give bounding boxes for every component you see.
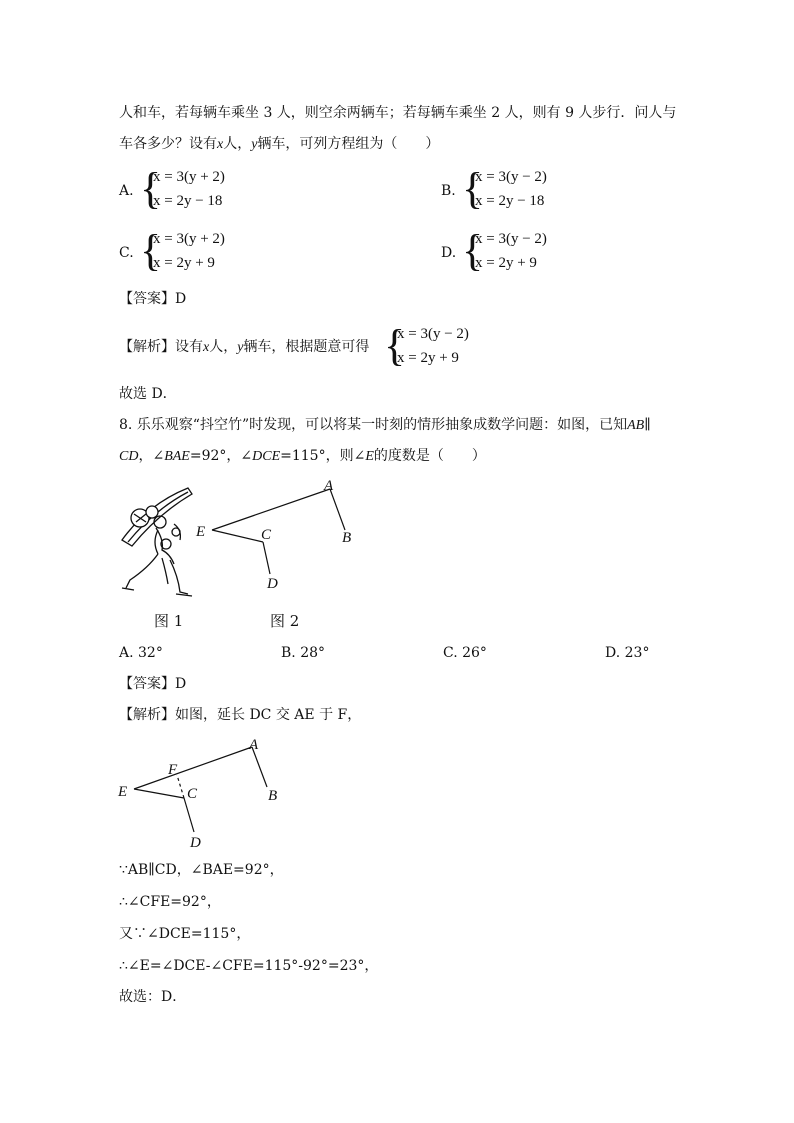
analysis-eq2: x = 2y + 9 — [397, 350, 459, 366]
option-c-eq1: x = 3(y + 2) — [153, 231, 225, 247]
analysis-brace: { — [384, 321, 406, 370]
analysis-segment-cd — [184, 798, 194, 832]
analysis-extension-cf — [177, 775, 184, 798]
analysis-point-c: C — [187, 786, 198, 802]
option-a-eq2: x = 2y − 18 — [153, 193, 223, 209]
option-d-brace: { — [462, 226, 484, 275]
figure-2-caption: 图 2 — [270, 612, 300, 630]
option-d-eq2: x = 2y + 9 — [475, 255, 537, 271]
q7-line-2-c: 辆车，可列方程组为（ ） — [257, 136, 440, 152]
q8-step-4: ∴∠E=∠DCE-∠CFE=115°-92°=23°， — [119, 958, 379, 974]
figure-1-caption: 图 1 — [154, 612, 184, 630]
option-c-brace: { — [140, 226, 162, 275]
q8-dce: DCE — [252, 449, 281, 464]
option-d-eq1: x = 3(y − 2) — [475, 231, 547, 247]
option-a-brace: { — [140, 164, 162, 213]
fig2-point-c: C — [261, 527, 272, 543]
q8-e: E — [365, 449, 374, 464]
q8-line-2 — [119, 446, 486, 467]
q8-line-2-c: =92°，∠ — [189, 448, 253, 464]
q7-line-2 — [119, 134, 439, 155]
fig2-point-b: B — [342, 530, 352, 546]
analysis-point-a: A — [249, 737, 259, 753]
q7-line-1: 人和车，若每辆车乘坐 3 人，则空余两辆车；若每辆车乘坐 2 人，则有 9 人步行．问人与 — [119, 105, 677, 121]
figure-2-diagram — [190, 472, 370, 592]
option-b-eq2: x = 2y − 18 — [475, 193, 545, 209]
q8-answer: 【答案】D — [119, 676, 187, 692]
q7-option-a-label: A. — [119, 183, 134, 199]
analysis-figure-diagram — [112, 730, 302, 854]
q8-step-5: 故选：D． — [119, 989, 187, 1005]
q8-line-1-text: 8. 乐乐观察“抖空竹”时发现，可以将某一时刻的情形抽象成数学问题：如图，已知 — [119, 417, 628, 433]
q7-answer: 【答案】D — [119, 291, 187, 307]
q7-line-2-a: 车各多少？设有 — [119, 136, 217, 152]
q7-analysis — [119, 337, 369, 358]
segment-ea — [212, 489, 330, 530]
q8-line-2-e: 的度数是（ ） — [373, 448, 486, 464]
analysis-eq1: x = 3(y − 2) — [397, 326, 469, 342]
analysis-var-y: y — [237, 340, 244, 355]
q7-option-c-label: C. — [119, 245, 134, 261]
option-a-eq1: x = 3(y + 2) — [153, 169, 225, 185]
q7-option-b-label: B. — [441, 183, 456, 199]
var-x: x — [217, 137, 224, 152]
option-b-brace: { — [462, 164, 484, 213]
option-b-eq1: x = 3(y − 2) — [475, 169, 547, 185]
analysis-point-e: E — [118, 784, 128, 800]
q8-option-c: C. 26° — [443, 645, 487, 661]
q8-option-d: D. 23° — [605, 645, 650, 661]
segment-ab — [330, 489, 345, 530]
q8-cd: CD — [119, 449, 139, 464]
analysis-var-x: x — [203, 340, 210, 355]
q7-option-d-label: D. — [441, 245, 457, 261]
analysis-point-f: F — [168, 762, 178, 778]
analysis-point-b: B — [268, 788, 278, 804]
q8-step-1: ∵AB∥CD，∠BAE=92°， — [119, 862, 284, 878]
var-y: y — [251, 137, 258, 152]
analysis-segment-ec — [134, 789, 184, 798]
q8-analysis: 【解析】如图，延长 DC 交 AE 于 F， — [119, 707, 362, 723]
segment-cd — [263, 542, 270, 574]
q8-option-a: A. 32° — [119, 645, 163, 661]
q8-line-1 — [119, 415, 651, 436]
option-c-eq2: x = 2y + 9 — [153, 255, 215, 271]
q8-line-2-d: =115°，则∠ — [280, 448, 366, 464]
q7-line-2-b: 人， — [223, 136, 252, 152]
fig2-point-a: A — [324, 478, 334, 494]
analysis-segment-ab — [252, 747, 267, 787]
q7-analysis-b: 人， — [209, 339, 238, 355]
q7-analysis-c: 辆车，根据题意可得 — [243, 339, 370, 355]
q8-step-3: 又∵∠DCE=115°， — [119, 926, 251, 942]
analysis-segment-ea — [134, 747, 252, 789]
q7-conclusion: 故选 D． — [119, 386, 177, 402]
q8-line-1-math: AB∥ — [627, 418, 651, 433]
figure-1-diabolo-player — [118, 484, 198, 600]
q8-bae: BAE — [164, 449, 190, 464]
segment-ec — [212, 530, 263, 542]
q7-analysis-a: 【解析】设有 — [119, 339, 203, 355]
q8-option-b: B. 28° — [281, 645, 326, 661]
analysis-point-d: D — [190, 835, 201, 851]
fig2-point-d: D — [267, 576, 278, 592]
fig2-point-e: E — [196, 524, 206, 540]
q8-step-2: ∴∠CFE=92°， — [119, 894, 221, 910]
q8-line-2-b: ，∠ — [138, 448, 165, 464]
